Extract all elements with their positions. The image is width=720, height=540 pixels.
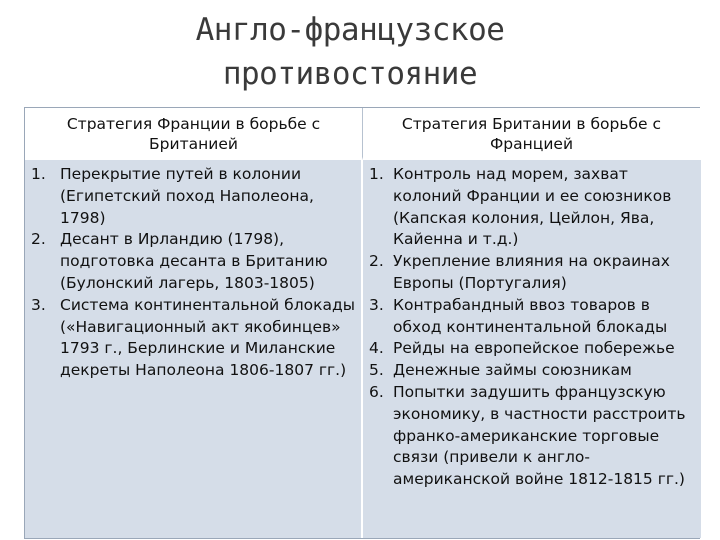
list-number: 1.: [369, 165, 384, 183]
list-number: 3.: [31, 295, 46, 314]
list-number: 4.: [369, 339, 384, 358]
list-number: 2.: [369, 252, 384, 271]
list-item: [25, 295, 355, 382]
list-item: [369, 382, 697, 491]
list-item: [369, 338, 697, 360]
list-number: 1.: [31, 165, 46, 183]
list-text: Контроль над морем, захват колоний Франции и ее союзников (Капская колония, Цейлон, Ява, Кайенна и т.д.): [393, 165, 672, 249]
britain-column: [363, 160, 701, 538]
list-item: [25, 229, 355, 294]
list-number: 6.: [369, 382, 384, 401]
list-number: 5.: [369, 361, 384, 380]
list-text: Перекрытие путей в колонии (Египетский поход Наполеона, 1798): [60, 165, 314, 227]
france-column: [25, 160, 363, 538]
list-text: Рейды на европейское побережье: [393, 339, 675, 358]
list-text: Попытки задушить французскую экономику, в частности расстроить франко-американские торговые связи (привели к англо-американской войне 1812-1815 гг.): [393, 382, 686, 489]
title-line-2: противостояние: [222, 56, 478, 92]
list-text: Денежные займы союзникам: [393, 361, 632, 380]
france-list: [25, 164, 355, 382]
list-item: [369, 251, 697, 295]
list-number: 3.: [369, 295, 384, 314]
header-britain: Стратегия Британии в борьбе с Францией: [363, 108, 701, 160]
britain-list: [369, 164, 697, 491]
list-text: Контрабандный ввоз товаров в обход континентальной блокады: [393, 295, 668, 336]
header-france: Стратегия Франции в борьбе с Британией: [25, 108, 363, 160]
list-text: Укрепление влияния на окраинах Европы (Португалия): [393, 252, 670, 292]
list-text: Десант в Ирландию (1798), подготовка десанта в Британию (Булонский лагерь, 1803-1805): [60, 230, 328, 292]
list-text: Система континентальной блокады («Навигационный акт якобинцев» 1793 г., Берлинские и Миланские декреты Наполеона 1806-1807 гг.): [60, 295, 355, 380]
page-title: [150, 8, 550, 96]
list-item: [369, 295, 697, 339]
list-item: [369, 360, 697, 382]
list-number: 2.: [31, 230, 46, 249]
strategy-table: [24, 107, 700, 539]
list-item: [25, 164, 355, 229]
list-item: [369, 164, 697, 251]
title-line-1: Англо-французское: [195, 12, 505, 48]
